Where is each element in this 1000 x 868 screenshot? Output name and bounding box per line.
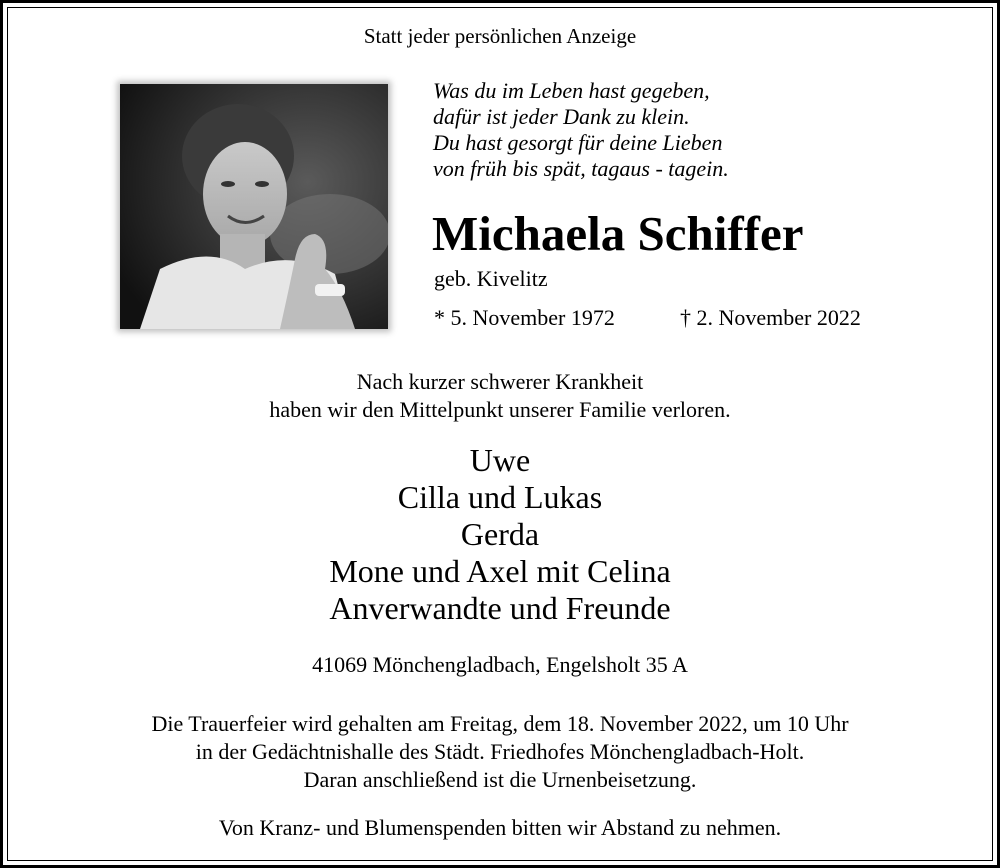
ceremony-line: Die Trauerfeier wird gehalten am Freitag, dem 18. November 2022, um 10 Uhr [151, 711, 849, 736]
header-line: Statt jeder persönlichen Anzeige [363, 24, 637, 48]
born-name: geb. Kivelitz [434, 266, 548, 291]
family-member: Mone und Axel mit Celina [329, 553, 671, 589]
ceremony-info [0, 710, 1000, 794]
notice-text [0, 368, 1000, 424]
birth-date: * 5. November 1972 [434, 305, 615, 330]
family-list [0, 442, 1000, 627]
death-date: † 2. November 2022 [680, 305, 861, 330]
family-member: Uwe [469, 442, 531, 478]
family-member: Gerda [460, 516, 540, 552]
poem-line: Du hast gesorgt für deine Lieben [433, 130, 723, 155]
family-member: Cilla und Lukas [397, 479, 603, 515]
life-dates [434, 305, 861, 331]
poem-line: Was du im Leben hast gegeben, [433, 78, 710, 103]
deceased-name: Michaela Schiffer [432, 206, 804, 261]
poem-line: dafür ist jeder Dank zu klein. [433, 104, 690, 129]
notice-line: haben wir den Mittelpunkt unserer Familie verloren. [269, 397, 731, 422]
portrait-photo [120, 84, 388, 329]
poem [433, 78, 729, 182]
flowers-note: Von Kranz- und Blumenspenden bitten wir Abstand zu nehmen. [218, 815, 782, 840]
notice-line: Nach kurzer schwerer Krankheit [356, 369, 644, 394]
poem-line: von früh bis spät, tagaus - tagein. [433, 156, 729, 181]
address: 41069 Mönchengladbach, Engelsholt 35 A [312, 652, 688, 677]
family-member: Anverwandte und Freunde [329, 590, 671, 626]
ceremony-line: Daran anschließend ist die Urnenbeisetzung. [303, 767, 697, 792]
ceremony-line: in der Gedächtnishalle des Städt. Friedhofes Mönchengladbach-Holt. [195, 739, 805, 764]
